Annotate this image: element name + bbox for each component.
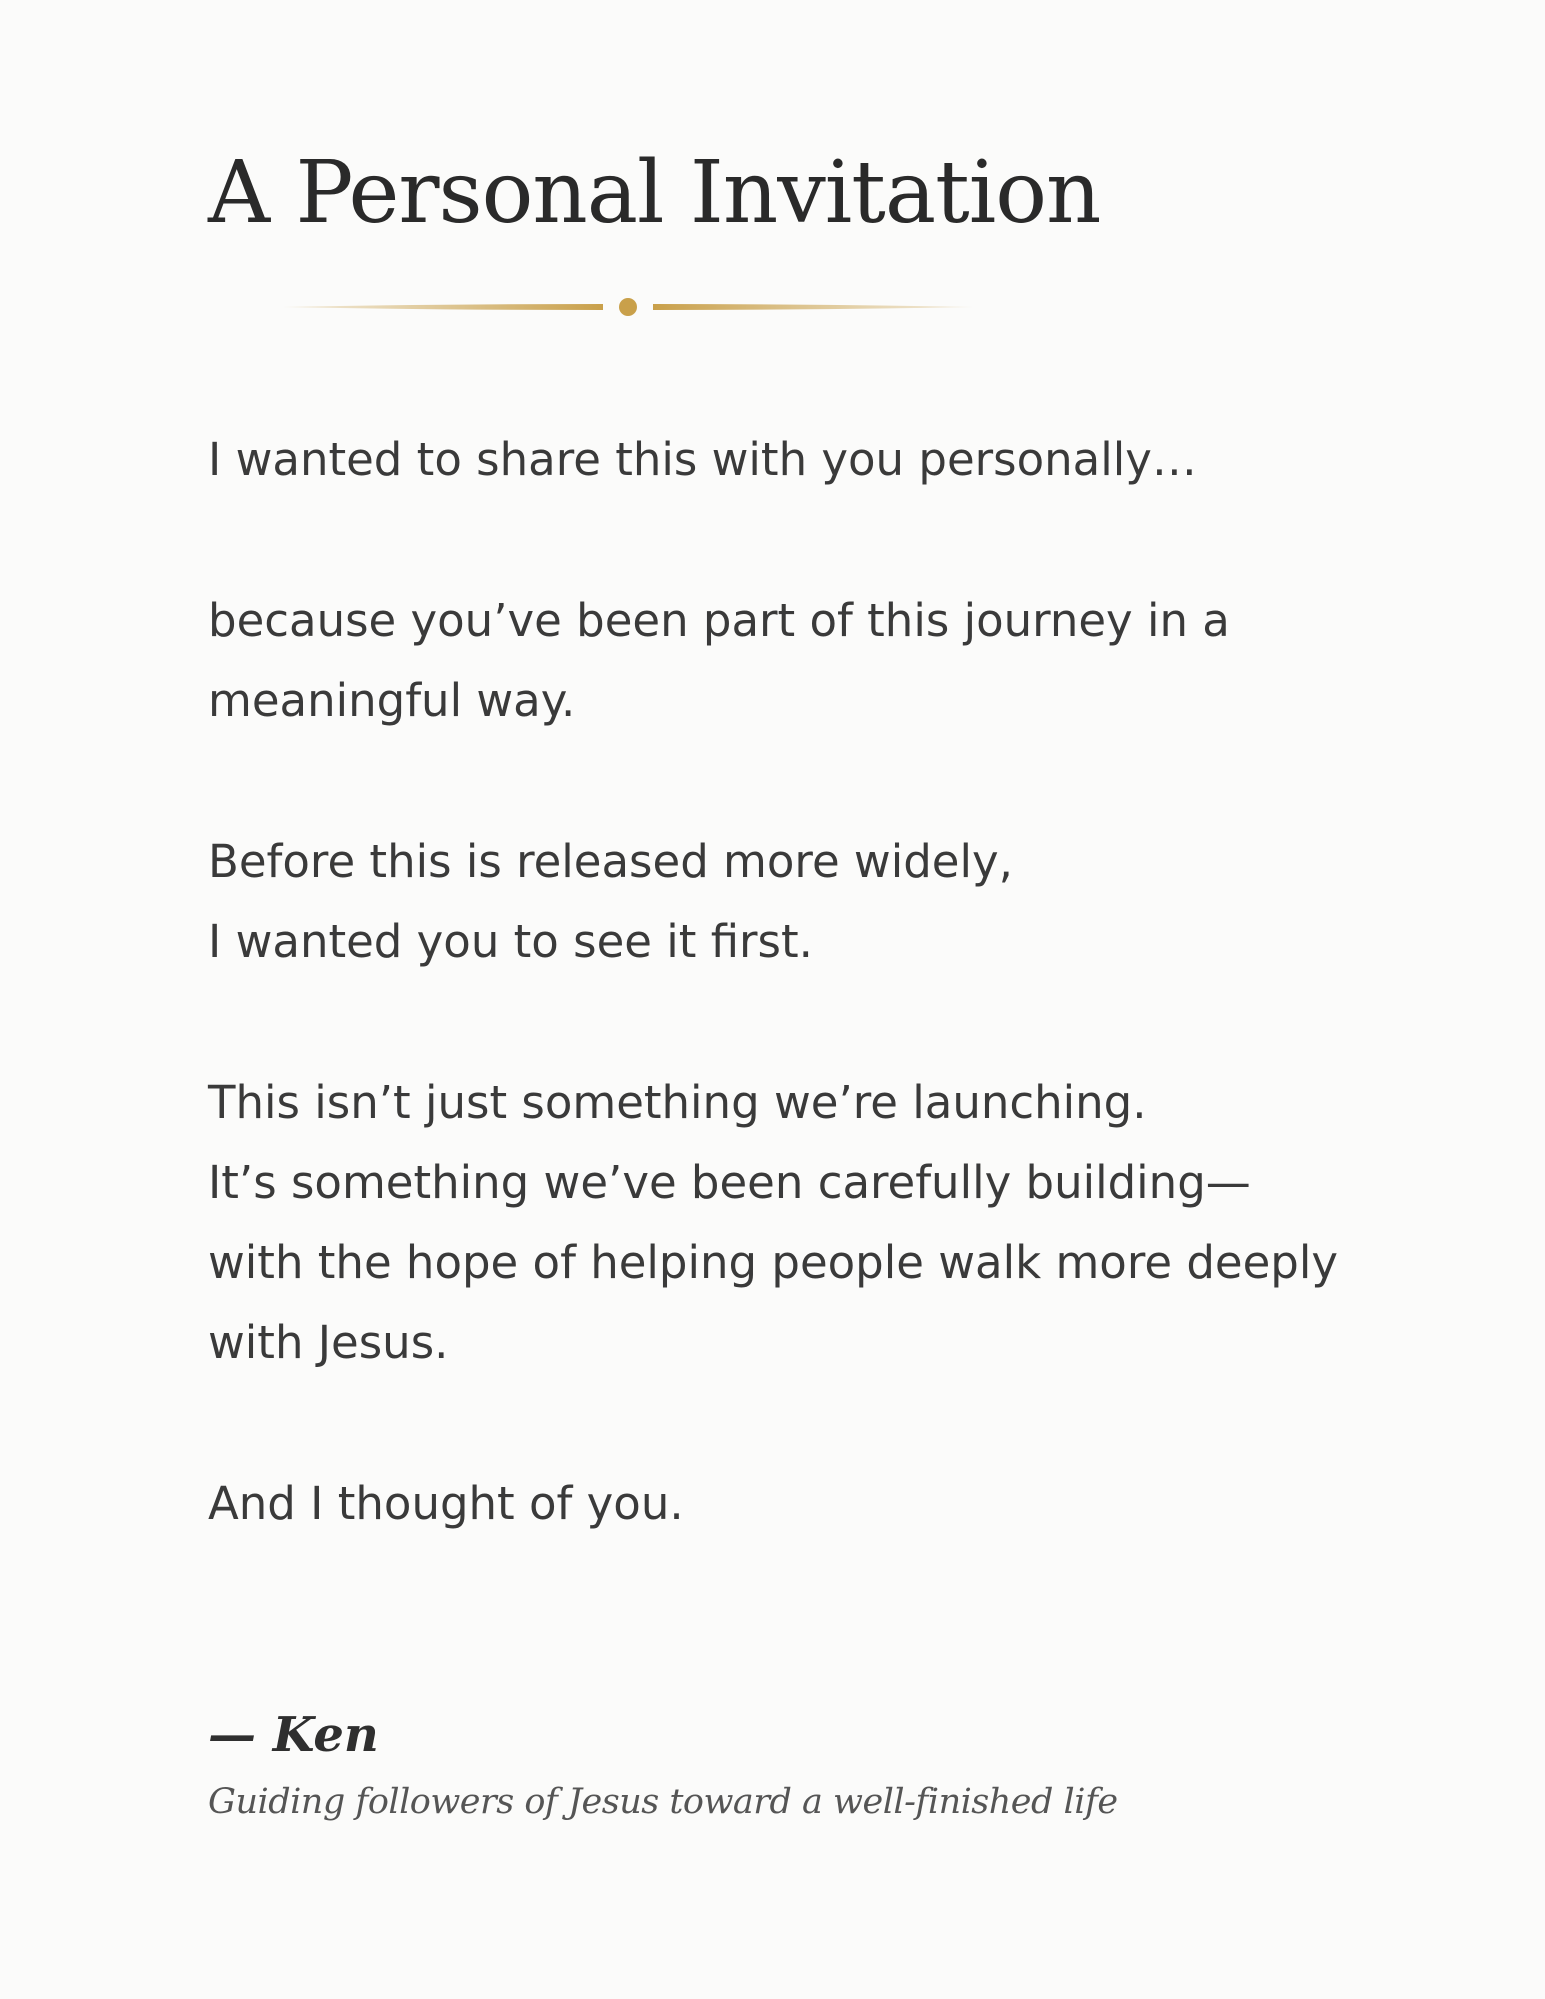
letter-body bbox=[208, 420, 1408, 1544]
divider-dot-icon bbox=[619, 298, 637, 316]
text-line: And I thought of you. bbox=[208, 1477, 684, 1530]
paragraph bbox=[208, 1063, 1408, 1383]
text-line: Before this is released more widely, bbox=[208, 835, 1013, 888]
text-line: with Jesus. bbox=[208, 1316, 449, 1369]
signature-name: — Ken bbox=[208, 1707, 379, 1763]
text-line: I wanted to share this with you personally… bbox=[208, 433, 1197, 486]
paragraph bbox=[208, 420, 1408, 500]
page-title: A Personal Invitation bbox=[208, 143, 1101, 243]
paragraph bbox=[208, 1464, 1408, 1544]
paragraph bbox=[208, 581, 1408, 741]
letter bbox=[208, 143, 1408, 1822]
text-line: It’s something we’ve been carefully building— bbox=[208, 1156, 1251, 1209]
text-line: because you’ve been part of this journey in a bbox=[208, 594, 1230, 647]
text-line: This isn’t just something we’re launching. bbox=[208, 1076, 1147, 1129]
text-line: with the hope of helping people walk more deeply bbox=[208, 1236, 1338, 1289]
paragraph bbox=[208, 822, 1408, 982]
signature-tagline: Guiding followers of Jesus toward a well-finished life bbox=[208, 1782, 1118, 1822]
text-line: meaningful way. bbox=[208, 674, 576, 727]
text-line: I wanted you to see it first. bbox=[208, 915, 813, 968]
signature bbox=[208, 1705, 379, 1765]
ornamental-divider bbox=[283, 295, 973, 319]
